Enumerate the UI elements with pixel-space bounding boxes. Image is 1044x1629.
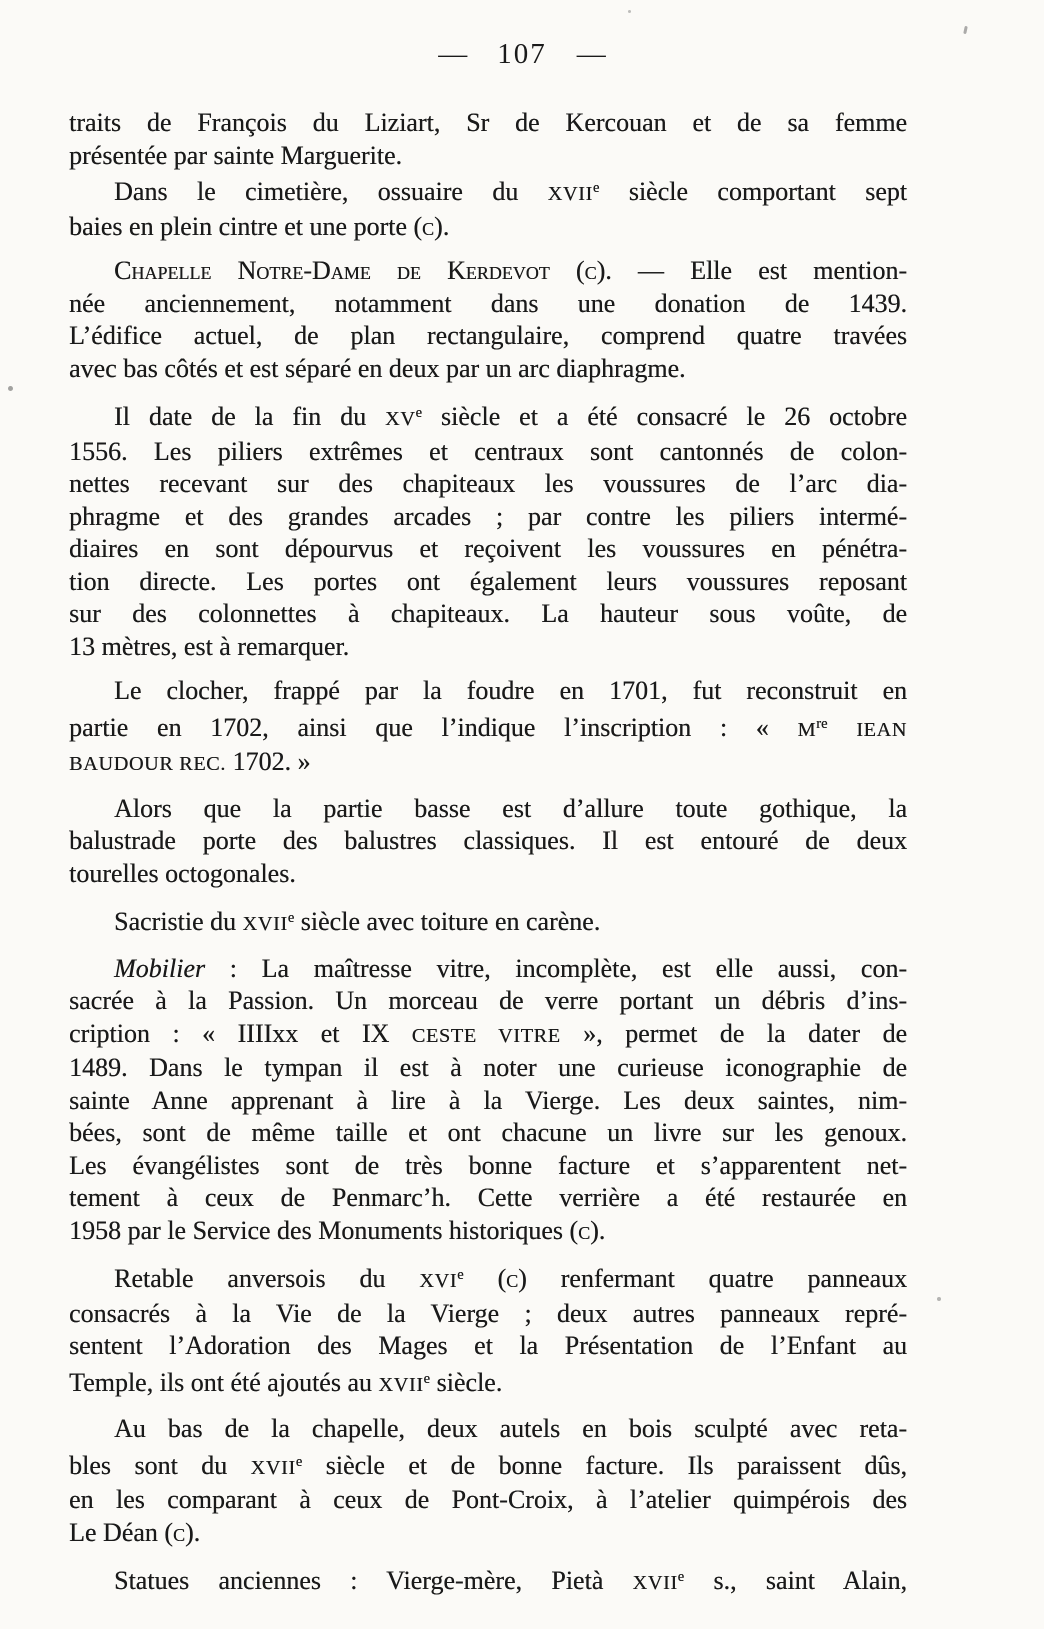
page-header [0,0,1044,70]
text-segment: nettes recevant sur des chapiteaux les voussures de l’arc dia- [69,469,907,498]
text-segment: siècle et a été consacré le 26 octobre [421,402,907,431]
text-segment: Le Déan [69,1517,165,1547]
text-segment: née anciennement, notamment dans une donation de 1439. [69,288,907,318]
text-line [69,255,907,288]
caps-segment: XVII [547,183,593,205]
caps-segment: CESTE VITRE [411,1024,561,1047]
text-segment: 13 mètres, est à remarquer. [69,631,350,661]
text-segment: siècle. [430,1367,503,1397]
text-segment: Dans le cimetière, ossuaire du [114,177,548,206]
text-segment: tement à ceux de Penmarc’h. Cette verrière a été restaurée en [69,1183,907,1212]
text-segment: présentée par sainte Marguerite. [69,140,403,170]
text-segment: diaires en sont dépourvus et reçoivent les voussures en pénétra- [69,534,907,563]
text-line [69,211,907,244]
superscript-segment: e [287,910,295,926]
text-segment: tion directe. Les portes ont également leurs voussures reposant [69,566,907,596]
text-segment: traits de François du Liziart, Sr de Kercouan et de sa femme [69,108,907,137]
text-line [69,953,907,986]
text-line [69,985,907,1018]
text-segment: avec bas côtés et est séparé en deux par un arc diaphragme. [69,353,686,383]
text-line [69,631,907,664]
text-segment: partie en 1702, ainsi que l’indique l’inscription : « [69,712,798,742]
text-line [69,1330,907,1363]
text-segment: renfermant quatre panneaux [526,1264,908,1293]
text-line [69,172,907,211]
text-line [69,1215,907,1248]
text-segment: Temple, ils ont été ajoutés au [69,1367,379,1397]
text-line [69,566,907,599]
text-line [69,1117,907,1150]
text-segment: sacrée à la Passion. Un morceau de verre portant un débris d’ins- [69,986,907,1015]
superscript-segment: re [816,715,828,732]
text-segment: tourelles octogonales. [69,858,296,888]
text-line [69,533,907,566]
text-line [69,1052,907,1085]
text-line [69,140,907,173]
text-segment: siècle comportant sept [599,177,907,206]
text-line [69,1298,907,1331]
text-segment: Il date de la fin du [114,402,386,431]
caps-segment: XVII [632,1572,678,1594]
text-segment: consacrés à la Vie de la Vierge ; deux autres panneaux repré- [69,1298,907,1328]
caps-segment: BAUDOUR REC. [69,753,226,775]
text-line [69,501,907,534]
text-segment: 1556. Les piliers extrêmes et centraux sont cantonnés de colon- [69,436,907,466]
text-line [69,675,907,708]
text-segment: L’édifice actuel, de plan rectangulaire, comprend quatre travées [69,321,907,350]
text-line [69,353,907,386]
text-line [69,825,907,858]
caps-segment: XVI [419,1270,458,1292]
text-segment: bles sont du [69,1450,251,1480]
text-line [69,746,907,781]
text-segment [464,1264,498,1293]
text-segment: siècle avec toiture en carène. [294,907,601,936]
text-line [69,288,907,321]
scan-speck [8,386,13,391]
superscript-segment: e [295,1453,303,1470]
text-segment: Statues anciennes : Vierge-mère, Pietà [114,1566,633,1595]
text-line [69,1561,907,1600]
text-line [69,1517,907,1550]
text-line [69,708,907,747]
caps-segment: M [797,718,817,741]
text-line [69,1446,907,1485]
smallcaps-segment: (c). [164,1517,201,1547]
text-segment: Retable anversois du [114,1264,420,1293]
text-segment: Au bas de la chapelle, deux autels en bois sculpté avec reta- [114,1414,907,1443]
header-left-dash: — [438,38,468,70]
superscript-segment: e [457,1267,464,1283]
text-line [69,107,907,140]
smallcaps-segment: Chapelle Notre-Dame de Kerdevot (c). [114,256,612,285]
text-line [69,1150,907,1183]
text-line [69,598,907,631]
text-line [69,1484,907,1517]
scan-speck [628,10,631,13]
text-segment: en les comparant à ceux de Pont-Croix, à l’atelier quimpérois des [69,1485,907,1514]
text-segment: Sacristie du [114,907,243,936]
text-segment: balustrade porte des balustres classiques. Il est entouré de deux [69,826,907,855]
text-line [69,1363,907,1402]
text-segment: 1702. » [225,747,311,776]
text-segment: phragme et des grandes arcades ; par contre les piliers intermé- [69,501,907,531]
text-line [69,1018,907,1053]
text-line [69,858,907,891]
text-line [69,397,907,436]
superscript-segment: e [677,1569,685,1585]
text-segment: Les évangélistes sont de très bonne facture et s’apparentent net- [69,1150,907,1180]
text-segment: cription : « IIIIxx et IX [69,1018,412,1048]
smallcaps-segment: (c). [569,1215,606,1245]
caps-segment: IEAN [856,718,907,741]
text-segment: 1958 par le Service des Monuments historiques [69,1215,570,1245]
superscript-segment: e [423,1370,431,1387]
text-segment: Alors que la partie basse est d’allure toute gothique, la [114,793,907,823]
text-line [69,1259,907,1298]
caps-segment: XVII [242,913,288,935]
text-segment: sur des colonnettes à chapiteaux. La hauteur sous voûte, de [69,599,907,628]
text-segment: », permet de la dater de [560,1018,907,1048]
smallcaps-segment: (c). [413,211,450,241]
text-line [69,793,907,826]
text-segment: bées, sont de même taille et ont chacune un livre sur les genoux. [69,1118,907,1147]
page-number: 107 [497,38,547,70]
text-segment: siècle et de bonne facture. Ils paraissent dûs, [302,1450,907,1480]
superscript-segment: e [415,405,422,421]
text-segment [827,713,856,742]
text-segment: : La maîtresse vitre, incomplète, est elle aussi, con- [205,953,907,983]
header-right-dash: — [576,38,606,70]
caps-segment: XVII [250,1456,296,1479]
text-line [69,1413,907,1446]
text-line [69,436,907,469]
text-segment: Le clocher, frappé par la foudre en 1701, fut reconstruit en [114,676,907,705]
text-line [69,1182,907,1215]
text-segment: s., saint Alain, [684,1566,907,1595]
italic-segment: Mobilier [114,953,205,983]
smallcaps-segment: (c) [497,1264,527,1293]
body-text [69,107,907,1600]
text-line [69,1085,907,1118]
text-line [69,468,907,501]
text-line [69,320,907,353]
text-segment: baies en plein cintre et une porte [69,211,414,241]
text-segment: sainte Anne apprenant à lire à la Vierge. Les deux saintes, nim- [69,1085,907,1115]
caps-segment: XV [385,408,416,430]
superscript-segment: e [592,180,600,196]
caps-segment: XVII [378,1373,424,1396]
text-segment: — Elle est mention- [611,256,907,285]
text-segment: 1489. Dans le tympan il est à noter une curieuse iconographie de [69,1053,907,1082]
scan-speck [937,1297,941,1301]
text-segment: sentent l’Adoration des Mages et la Présentation de l’Enfant au [69,1331,907,1360]
text-line [69,902,907,941]
